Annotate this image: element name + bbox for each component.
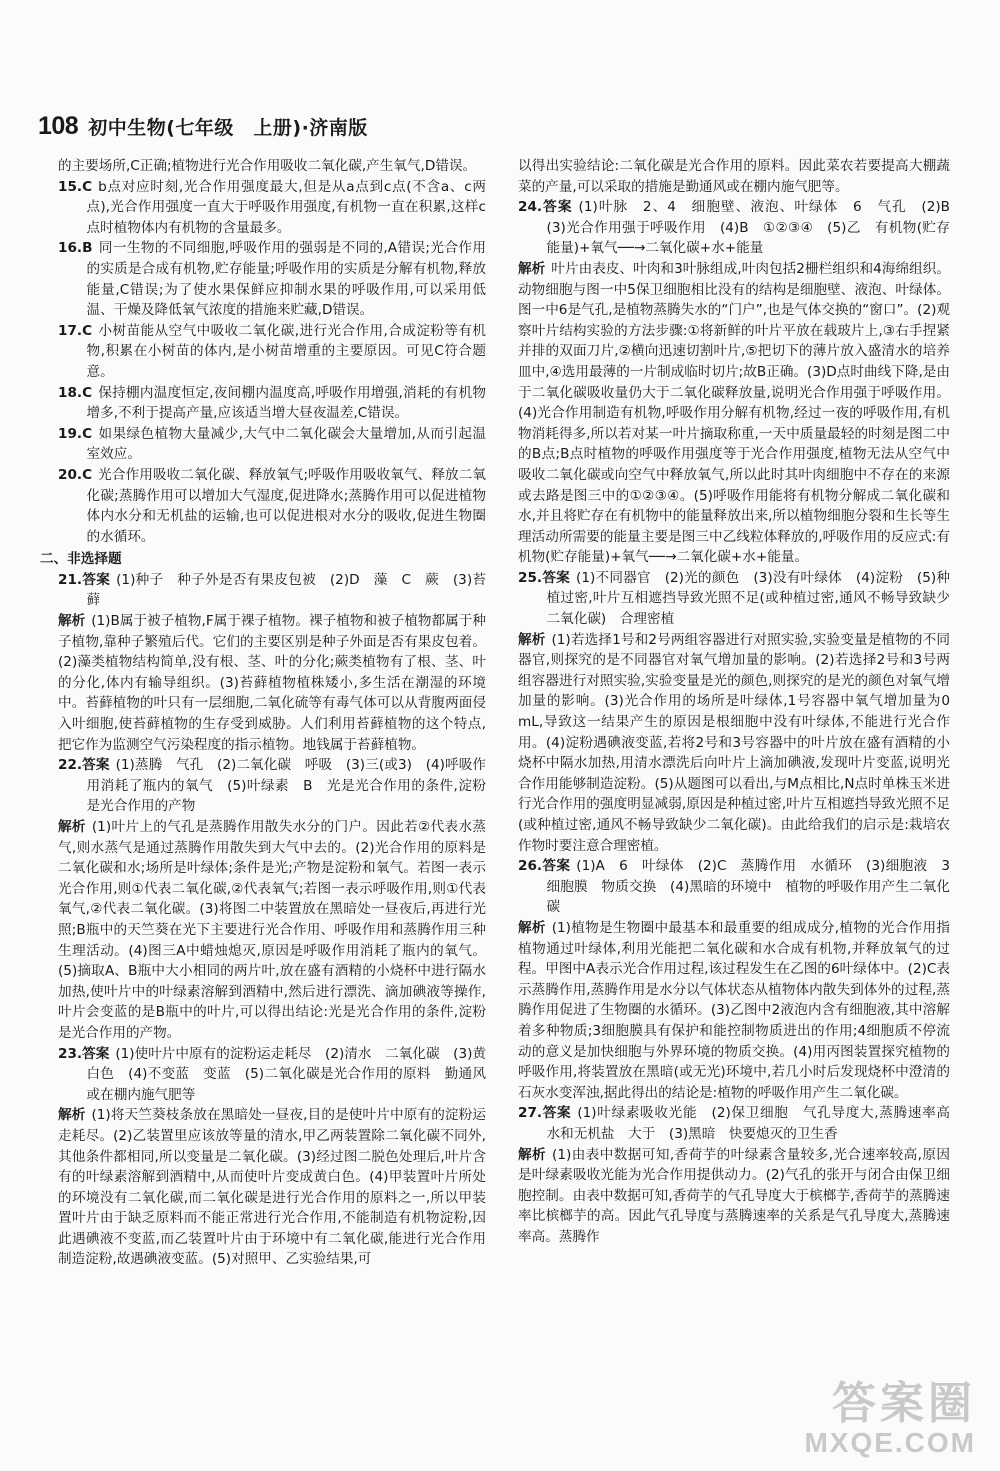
list-item <box>58 238 486 320</box>
answer-label: 答案 <box>82 757 110 774</box>
analysis-text: 叶片由表皮、叶肉和3叶脉组成,叶肉包括2栅栏组织和4海绵组织。动物细胞与图一中5保卫细胞相比没有的结构是细胞壁、液泡、叶绿体。图一中6是气孔,是植物蒸腾失水的“门户”,也是气体交换的“窗口”。(2)观察叶片结构实验的方法步骤:①将新鲜的叶片平放在载玻片上,③右手捏紧并排的双面刀片,②横向迅速切割叶片,⑤把切下的薄片放入盛清水的培养皿中,④选用最薄的一片制成临时切片;故B正确。(3)D点时曲线下降,是由于二氧化碳吸收量仍大于二氧化碳释放量,说明光合作用强于呼吸作用。(4)光合作用制造有机物,呼吸作用分解有机物,经过一夜的呼吸作用,有机物消耗得多,所以若对某一叶片摘取称重,一天中质量最轻的时刻是图二中的B点;B点时植物的呼吸作用强度等于光合作用强度,植物无法从空气中吸收二氧化碳或向空气中释放氧气,所以此时其叶肉细胞中不存在的来源或去路是图三中的①②③④。(5)呼吸作用能将有机物分解成二氧化碳和水,并且将贮存在有机物中的能量释放出来,所以植物细胞分裂和生长等生理活动所需要的能量主要是图三中乙线粒体释放的,呼吸作用的反应式:有机物(贮存能量)+氧气──→二氧化碳+水+能量。 <box>518 260 951 566</box>
question-26-analysis <box>518 918 950 1103</box>
question-25-answer <box>518 568 950 630</box>
analysis-label: 解析 <box>518 631 546 648</box>
answer-text: (1)使叶片中原有的淀粉运走耗尽 (2)清水 二氧化碳 (3)黄白色 (4)不变蓝 变蓝 (5)二氧化碳是光合作用的原料 勤通风或在棚内施气肥等 <box>86 1045 487 1103</box>
item-text: 同一生物的不同细胞,呼吸作用的强弱是不同的,A错误;光合作用的实质是合成有机物,贮存能量;呼吸作用的实质是分解有机物,释放能量,C错误;为了使水果保鲜应抑制水果的呼吸作用,可以采用低温、干燥及降低氧气浓度的措施来贮藏,D错误。 <box>86 240 486 319</box>
watermark-logo-text: 答案圈 <box>832 1379 976 1429</box>
answer-label: 答案 <box>542 569 571 586</box>
question-27-answer <box>518 1103 964 1144</box>
list-item <box>58 424 486 465</box>
item-text: 保持棚内温度恒定,夜间棚内温度高,呼吸作用增强,消耗的有机物增多,不利于提高产量,应该适当增大昼夜温差,C错误。 <box>86 384 486 422</box>
question-number: 17.C <box>58 322 93 339</box>
question-number: 27. <box>518 1105 543 1122</box>
question-number: 16.B <box>58 240 93 257</box>
continued-text: 以得出实验结论:二氧化碳是光合作用的原料。因此菜农若要提高大棚蔬菜的产量,可以采取的措施是勤通风或在棚内施气肥等。 <box>518 158 950 195</box>
analysis-label: 解析 <box>58 1107 86 1124</box>
list-item <box>58 465 486 547</box>
question-number: 25. <box>518 569 543 586</box>
question-number: 22. <box>58 757 83 774</box>
analysis-label: 解析 <box>518 919 546 936</box>
analysis-label: 解析 <box>58 613 86 630</box>
answer-text: (1)A 6 叶绿体 (2)C 蒸腾作用 水循环 (3)细胞液 3 细胞膜 物质交换 (4)黑暗的环境中 植物的呼吸作用产生二氧化碳 <box>546 858 964 916</box>
answer-text: (1)叶绿素吸收光能 (2)保卫细胞 气孔导度大,蒸腾速率高 水和无机盐 大于 (3)黑暗 快要熄灭的卫生香 <box>546 1105 964 1142</box>
question-number: 19.C <box>58 425 93 442</box>
question-24-answer <box>518 197 964 259</box>
answer-text: (1)叶脉 2、4 细胞壁、液泡、叶绿体 6 气孔 (2)B (3)光合作用强于呼吸作用 (4)B ①②③④ (5)乙 有机物(贮存能量)+氧气──→二氧化碳+水+能量 <box>546 199 964 257</box>
item-text: b点对应时刻,光合作用强度最大,但是从a点到c点(不含a、c两点),光合作用强度一直大于呼吸作用强度,有机物一直在积累,这样c点时植物体内有机物的含量最多。 <box>86 178 486 236</box>
answer-label: 答案 <box>542 1105 572 1122</box>
question-number: 20.C <box>58 466 93 483</box>
list-item <box>58 383 486 424</box>
answer-text: (1)不同器官 (2)光的颜色 (3)没有叶绿体 (4)淀粉 (5)种植过密,叶片互相遮挡导致光照不足(或种植过密,通风不畅导致缺少二氧化碳) 合理密植 <box>546 569 951 628</box>
question-23-answer <box>58 1044 486 1106</box>
analysis-text: (1)若选择1号和2号两组容器进行对照实验,实验变量是植物的不同器官,则探究的是不同器官对氧气增加量的影响。(2)若选择2号和3号两组容器进行对照实验,实验变量是光的颜色,则探究的是光的颜色对氧气增加量的影响。(3)光合作用的场所是叶绿体,1号容器中氧气增加量为0 mL,导致这一结果产生的原因是根细胞中没有叶绿体,不能进行光合作用。(4)淀粉遇碘液变蓝,若将2号和3号容器中的叶片放在盛有酒精的小烧杯中隔水加热,用清水漂洗后向叶片上滴加碘液,发现叶片变蓝,说明光合作用能够制造淀粉。(5)从题图可以看出,与M点相比,N点时单株玉米进行光合作用的强度明显减弱,原因是种植过密,叶片互相遮挡导致光照不足(或种植过密,通风不畅导致缺少二氧化碳)。由此给我们的启示是:栽培农作物时要注意合理密植。 <box>518 631 951 854</box>
analysis-text: (1)叶片上的气孔是蒸腾作用散失水分的门户。因此若②代表水蒸气,则水蒸气是通过蒸腾作用散失到大气中去的。(2)光合作用的原料是二氧化碳和水;场所是叶绿体;条件是光;产物是淀粉和氧气。若图一表示光合作用,则①代表二氧化碳,②代表氧气;若图一表示呼吸作用,则①代表氧气,②代表二氧化碳。(3)将图二中装置放在黑暗处一昼夜后,再进行光照;B瓶中的天竺葵在光下主要进行光合作用、呼吸作用和蒸腾作用三种生理活动。(4)图三A中蜡烛熄灭,原因是呼吸作用消耗了瓶内的氧气。(5)摘取A、B瓶中大小相同的两片叶,放在盛有酒精的小烧杯中进行隔水加热,使叶片中的叶绿素溶解到酒精中,然后进行漂洗、滴加碘液等操作,叶片会变蓝的是B瓶中的叶片,可以得出结论:光是光合作用的条件,淀粉是光合作用的产物。 <box>58 819 486 1041</box>
right-column <box>518 156 964 1247</box>
analysis-label: 解析 <box>58 819 86 835</box>
analysis-label: 解析 <box>518 1146 547 1163</box>
question-number: 15.C <box>58 178 93 195</box>
analysis-text: (1)将天竺葵枝条放在黑暗处一昼夜,目的是使叶片中原有的淀粉运走耗尽。(2)乙装置里应该放等量的清水,甲乙两装置除二氧化碳不同外,其他条件都相同,所以变量是二氧化碳。(3)经过图二脱色处理后,叶片含有的叶绿素溶解到酒精中,从而使叶片变成黄白色。(4)甲装置叶片所处的环境没有二氧化碳,而二氧化碳是进行光合作用的原料之一,所以甲装置叶片由于缺乏原料而不能正常进行光合作用,不能制造有机物淀粉,因此遇碘液不变蓝,而乙装置叶片由于环境中有二氧化碳,能进行光合作用制造淀粉,故遇碘液变蓝。(5)对照甲、乙实验结果,可 <box>58 1107 486 1268</box>
answer-text: (1)蒸腾 气孔 (2)二氧化碳 呼吸 (3)三(或3) (4)呼吸作用消耗了瓶内的氧气 (5)叶绿素 B 光是光合作用的条件,淀粉是光合作用的产物 <box>86 757 487 815</box>
answer-text: (1)种子 种子外是否有果皮包被 (2)D 藻 C 蕨 (3)苔藓 <box>86 571 486 609</box>
page-header <box>38 112 368 146</box>
answer-label: 答案 <box>82 571 111 588</box>
question-number: 24. <box>518 199 543 216</box>
analysis-label: 解析 <box>518 260 546 277</box>
question-21-analysis <box>58 611 486 755</box>
question-26-answer <box>518 856 964 918</box>
question-25-analysis <box>518 630 950 857</box>
question-21-answer <box>58 570 486 611</box>
analysis-text: (1)由表中数据可知,香荷芋的叶绿素含量较多,光合速率较高,原因是叶绿素吸收光能为光合作用提供动力。(2)气孔的张开与闭合由保卫细胞控制。由表中数据可知,香荷芋的气孔导度大于槟榔芋,香荷芋的蒸腾速率比槟榔芋的高。因此气孔导度与蒸腾速率的关系是气孔导度大,蒸腾速率高。蒸腾作 <box>518 1146 951 1245</box>
answer-label: 答案 <box>542 199 573 216</box>
continued-text: 的主要场所,C正确;植物进行光合作用吸收二氧化碳,产生氧气,D错误。 <box>58 158 477 174</box>
question-24-analysis <box>518 259 950 568</box>
question-number: 26. <box>518 858 543 875</box>
question-22-analysis <box>58 817 486 1044</box>
question-23-analysis <box>58 1105 486 1270</box>
watermark-url: MXQE.COM <box>804 1426 976 1458</box>
book-title: 初中生物(七年级 上册)·济南版 <box>88 117 368 139</box>
answer-label: 答案 <box>82 1045 110 1062</box>
item-text: 小树苗能从空气中吸收二氧化碳,进行光合作用,合成淀粉等有机物,积累在小树苗的体内,是小树苗增重的主要原因。可见C符合题意。 <box>86 322 486 380</box>
analysis-text: (1)B属于被子植物,F属于裸子植物。裸子植物和被子植物都属于种子植物,靠种子繁殖后代。它们的主要区别是种子外面是否有果皮包着。(2)藻类植物结构简单,没有根、茎、叶的分化;蕨类植物有了根、茎、叶的分化,体内有输导组织。(3)苔藓植物植株矮小,多生活在潮湿的环境中。苔藓植物的叶只有一层细胞,二氧化硫等有毒气体可以从背腹两面侵入叶细胞,使苔藓植物的生存受到威胁。人们利用苔藓植物的这个特点,把它作为监测空气污染程度的指示植物。地钱属于苔藓植物。 <box>58 613 486 753</box>
question-number: 23. <box>58 1045 83 1062</box>
analysis-text: (1)植物是生物圈中最基本和最重要的组成成分,植物的光合作用指植物通过叶绿体,利用光能把二氧化碳和水合成有机物,并释放氧气的过程。甲图中A表示光合作用过程,该过程发生在乙图的6叶绿体中。(2)C表示蒸腾作用,蒸腾作用是水分以气体状态从植物体内散失到体外的过程,蒸腾作用促进了生物圈的水循环。(3)乙图中2液泡内含有细胞液,其中溶解着多种物质;3细胞膜具有保护和能控制物质进出的作用;4细胞质不停流动的意义是加快细胞与外界环境的物质交换。(4)用丙图装置探究植物的呼吸作用,将装置放在黑暗(或无光)环境中,若几小时后发现烧杯中澄清的石灰水变浑浊,据此得出的结论是:植物的呼吸作用产生二氧化碳。 <box>518 919 950 1101</box>
left-column <box>40 156 487 1270</box>
section-title: 二、非选择题 <box>40 551 122 568</box>
question-number: 18.C <box>58 384 93 401</box>
site-watermark <box>804 1381 976 1457</box>
question-27-analysis <box>518 1145 950 1248</box>
page-number: 108 <box>38 112 79 140</box>
answer-label: 答案 <box>542 858 571 875</box>
item-text: 如果绿色植物大量减少,大气中二氧化碳会大量增加,从而引起温室效应。 <box>86 425 486 463</box>
question-22-answer <box>58 755 486 817</box>
list-item <box>58 177 486 239</box>
item-text: 光合作用吸收二氧化碳、释放氧气;呼吸作用吸收氧气、释放二氧化碳;蒸腾作用可以增加大气湿度,促进降水;蒸腾作用可以促进植物体内水分和无机盐的运输,也可以促进根对水分的吸收,促进生物圈的水循环。 <box>86 466 486 545</box>
question-number: 21. <box>58 571 83 588</box>
list-item <box>58 321 486 383</box>
